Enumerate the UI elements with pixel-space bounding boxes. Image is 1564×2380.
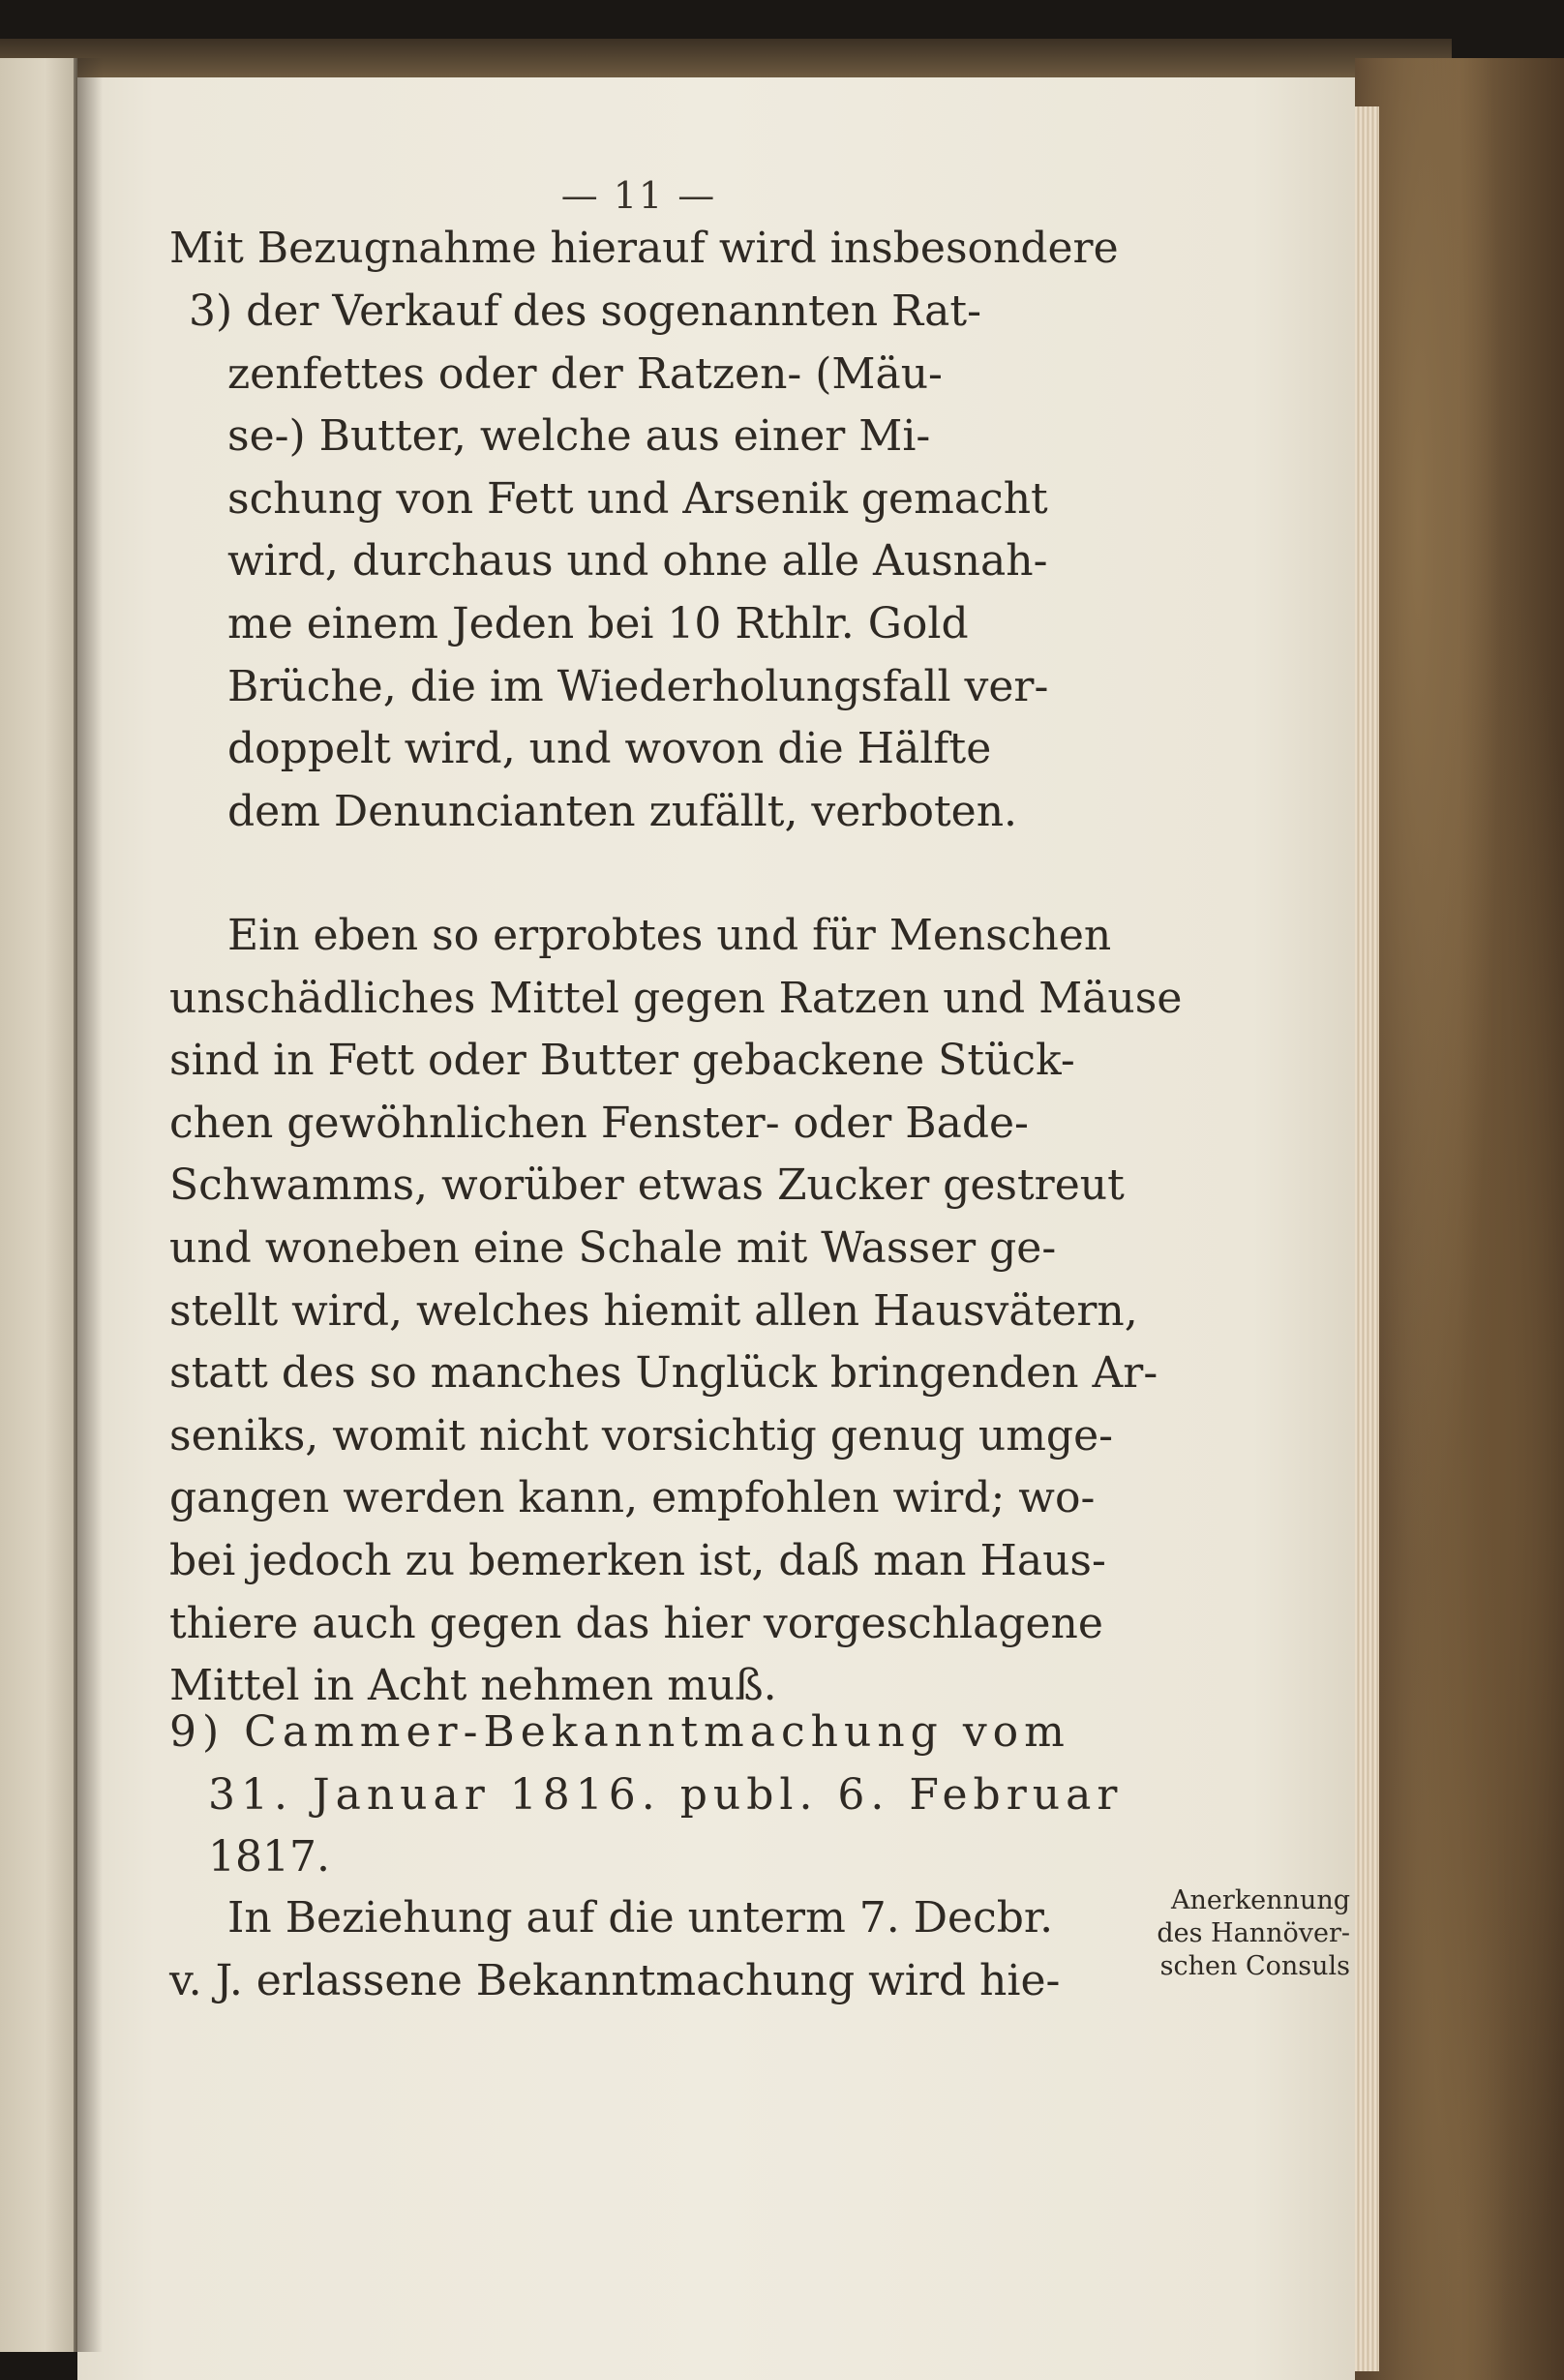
text-line: chen gewöhnlichen Fenster- oder Bade-	[169, 1098, 1029, 1148]
heading-line: 31. Januar 1816. publ. 6. Februar	[208, 1769, 1124, 1820]
text-line: Schwamms, worüber etwas Zucker gestreut	[169, 1160, 1125, 1211]
text-line: gangen werden kann, empfohlen wird; wo-	[169, 1473, 1096, 1523]
marginal-line: schen Consuls	[1159, 1951, 1350, 1981]
text-line: doppelt wird, und wovon die Hälfte	[227, 724, 992, 774]
text-line: In Beziehung auf die unterm 7. Decbr.	[227, 1893, 1054, 1943]
text-line: Mit Bezugnahme hierauf wird insbesondere	[169, 224, 1119, 273]
text-line: Mittel in Acht nehmen muß.	[169, 1661, 777, 1711]
text-line: und woneben eine Schale mit Wasser ge-	[169, 1222, 1057, 1273]
section-heading-9	[169, 1702, 1137, 1889]
text-line: stellt wird, welches hiemit allen Hausvätern,	[169, 1285, 1138, 1336]
heading-line: 9) Cammer-Bekanntmachung vom	[169, 1707, 1070, 1757]
marginal-line: des Hannöver-	[1157, 1918, 1350, 1948]
marginal-line: Anerkennung	[1171, 1885, 1350, 1915]
text-line: sind in Fett oder Butter gebackene Stück-	[169, 1036, 1075, 1086]
text-line: wird, durchaus und ohne alle Ausnah-	[227, 536, 1048, 587]
text-line: unschädliches Mittel gegen Ratzen und Mäuse	[169, 973, 1183, 1023]
text-line: bei jedoch zu bemerken ist, daß man Haus-	[169, 1535, 1106, 1585]
page-number: — 11 —	[560, 174, 717, 217]
text-line: 3) der Verkauf des sogenannten Rat-	[189, 286, 981, 336]
text-line: zenfettes oder der Ratzen- (Mäu-	[227, 348, 943, 399]
text-line: statt des so manches Unglück bringenden Ar-	[169, 1348, 1158, 1399]
paragraph-decbr	[169, 1887, 1137, 2012]
text-line: Ein eben so erprobtes und für Menschen	[227, 911, 1112, 960]
text-line: Brüche, die im Wiederholungsfall ver-	[227, 661, 1049, 711]
heading-line: 1817.	[208, 1832, 330, 1883]
book-cover-top	[0, 39, 1452, 77]
text-line: thiere auch gegen das hier vorgeschlagene	[169, 1598, 1103, 1648]
facing-page	[0, 58, 77, 2352]
text-line: v. J. erlassene Bekanntmachung wird hie-	[169, 1955, 1061, 2005]
item-3	[169, 281, 1137, 843]
gutter-shadow	[74, 58, 103, 2352]
text-line: schung von Fett und Arsenik gemacht	[227, 473, 1048, 524]
intro-line	[169, 218, 1137, 281]
text-line: dem Denuncianten zufällt, verboten.	[227, 786, 1018, 836]
marginal-note	[1108, 1884, 1350, 1983]
text-line: me einem Jeden bei 10 Rthlr. Gold	[227, 598, 969, 648]
book-cover-edge	[1355, 58, 1564, 2380]
text-line: seniks, womit nicht vorsichtig genug umge-	[169, 1410, 1114, 1461]
text-line: se-) Butter, welche aus einer Mi-	[227, 411, 931, 462]
paragraph-rat-remedy	[169, 905, 1183, 1718]
